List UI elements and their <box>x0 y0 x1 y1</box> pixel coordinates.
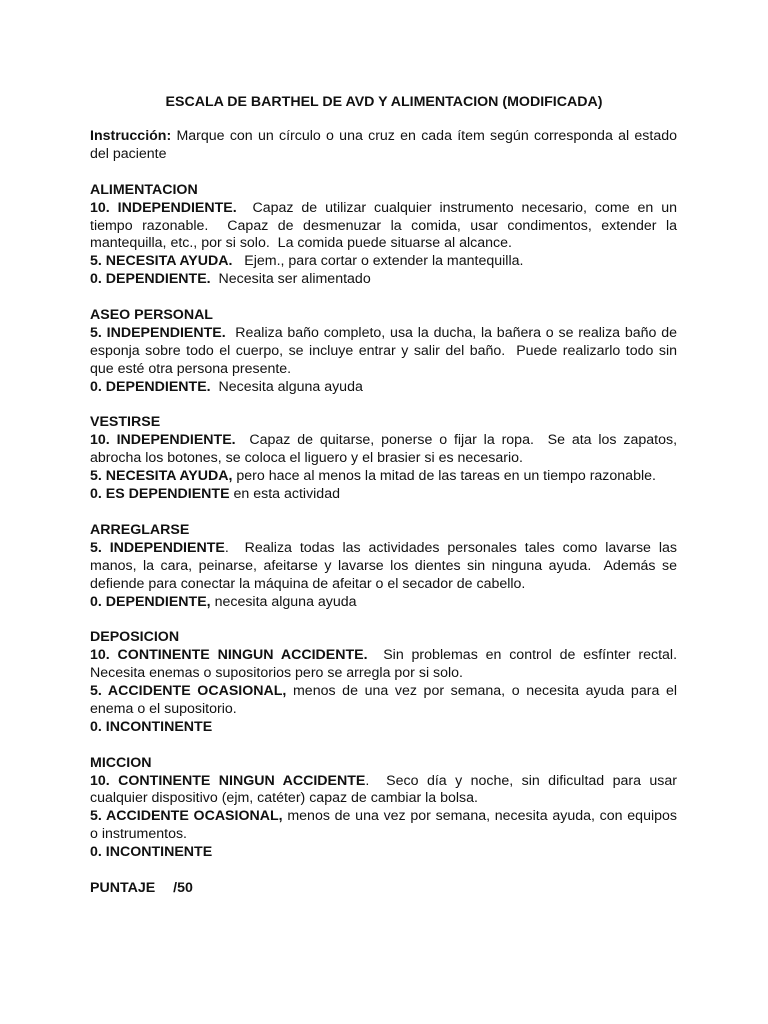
item-score-label: 5. ACCIDENTE OCASIONAL, <box>90 808 283 825</box>
item-score-label: 5. ACCIDENTE OCASIONAL, <box>90 683 287 700</box>
instruction-text: Marque con un círculo o una cruz en cada ítem según corresponda al estado del paciente <box>90 128 677 162</box>
scale-item <box>90 683 681 719</box>
item-description: . Seco día y noche, sin dificultad para usar cualquier dispositivo (ejm, catéter) capaz de cambiar la bolsa. <box>90 772 681 807</box>
scale-item <box>90 271 677 289</box>
item-score-label: 10. CONTINENTE NINGUN ACCIDENTE <box>90 772 366 789</box>
item-score-label: 0. DEPENDIENTE. <box>90 271 211 288</box>
section-heading: MICCION <box>90 754 152 771</box>
item-score-label: 0. DEPENDIENTE, <box>90 593 211 610</box>
section-heading: ARREGLARSE <box>90 521 190 538</box>
item-description: Sin problemas en control de esfínter rectal. Necesita enemas o supositorios pero se arregla por si solo. <box>90 647 685 682</box>
item-description: necesita alguna ayuda <box>210 593 357 610</box>
instruction-label: Instrucción: <box>90 128 172 144</box>
item-score-label: 5. NECESITA AYUDA. <box>90 253 233 270</box>
item-description: Necesita alguna ayuda <box>210 378 363 395</box>
scale-item <box>90 432 681 468</box>
scale-item <box>90 199 681 254</box>
section-heading: ASEO PERSONAL <box>90 307 213 324</box>
item-description: Necesita ser alimentado <box>210 271 371 288</box>
item-description: en esta actividad <box>229 486 340 503</box>
item-score-label: 10. CONTINENTE NINGUN ACCIDENTE. <box>90 647 368 664</box>
item-description: Capaz de utilizar cualquier instrumento necesario, come en un tiempo razonable. Capaz de desmenuzar la comida, usar condimentos, extender la mantequilla, etc., por si solo. La comida puede situarse al alcance. <box>90 199 681 252</box>
scale-item <box>90 844 677 862</box>
scale-item <box>90 719 677 737</box>
item-description: Capaz de quitarse, ponerse o fijar la ropa. Se ata los zapatos, abrocha los botones, se coloca el liguero y el brasier si es necesario. <box>90 432 681 467</box>
instruction-paragraph <box>90 128 677 164</box>
scale-item <box>90 253 677 271</box>
item-score-label: 0. ES DEPENDIENTE <box>90 486 230 503</box>
scale-item <box>90 468 677 486</box>
scale-item <box>90 647 685 683</box>
score-value: /50 <box>173 879 193 896</box>
item-description: menos de una vez por semana, necesita ayuda, con equipos o instrumentos. <box>90 808 681 843</box>
section-heading: ALIMENTACION <box>90 181 198 198</box>
scale-item <box>90 594 677 612</box>
score-label: PUNTAJE <box>90 879 156 896</box>
scale-item <box>90 486 677 504</box>
item-score-label: 10. INDEPENDIENTE. <box>90 432 236 449</box>
item-description: menos de una vez por semana, o necesita ayuda para el enema o el supositorio. <box>90 683 681 717</box>
item-score-label: 5. INDEPENDIENTE <box>90 539 225 556</box>
item-description: Ejem., para cortar o extender la mantequilla. <box>232 253 524 270</box>
scale-item <box>90 324 681 379</box>
document-body <box>90 128 685 898</box>
item-score-label: 10. INDEPENDIENTE. <box>90 199 237 216</box>
scale-item <box>90 539 681 594</box>
item-description: Realiza baño completo, usa la ducha, la bañera o se realiza baño de esponja sobre todo el cuerpo, se incluye entrar y salir del baño. Puede realizarlo todo sin que esté otra persona presente. <box>90 324 681 377</box>
item-score-label: 0. DEPENDIENTE. <box>90 378 211 395</box>
item-description: . Realiza todas las actividades personales tales como lavarse las manos, la cara, peinarse, afeitarse y lavarse los dientes sin ninguna ayuda. Además se defiende para conectar la máquina de afeitar o el secador de cabello. <box>90 539 681 592</box>
item-description: pero hace al menos la mitad de las tareas en un tiempo razonable. <box>232 468 656 485</box>
item-score-label: 5. NECESITA AYUDA, <box>90 468 233 485</box>
item-score-label: 0. INCONTINENTE <box>90 844 213 861</box>
scale-item <box>90 379 677 397</box>
item-score-label: 5. INDEPENDIENTE. <box>90 324 226 341</box>
section-heading: DEPOSICION <box>90 629 180 646</box>
score-line <box>90 880 677 898</box>
document-title: ESCALA DE BARTHEL DE AVD Y ALIMENTACION (MODIFICADA) <box>165 94 603 110</box>
scale-item <box>90 772 681 809</box>
item-score-label: 0. INCONTINENTE <box>90 718 213 735</box>
sections-container <box>90 164 685 862</box>
scale-item <box>90 808 681 844</box>
section-heading: VESTIRSE <box>90 414 161 431</box>
